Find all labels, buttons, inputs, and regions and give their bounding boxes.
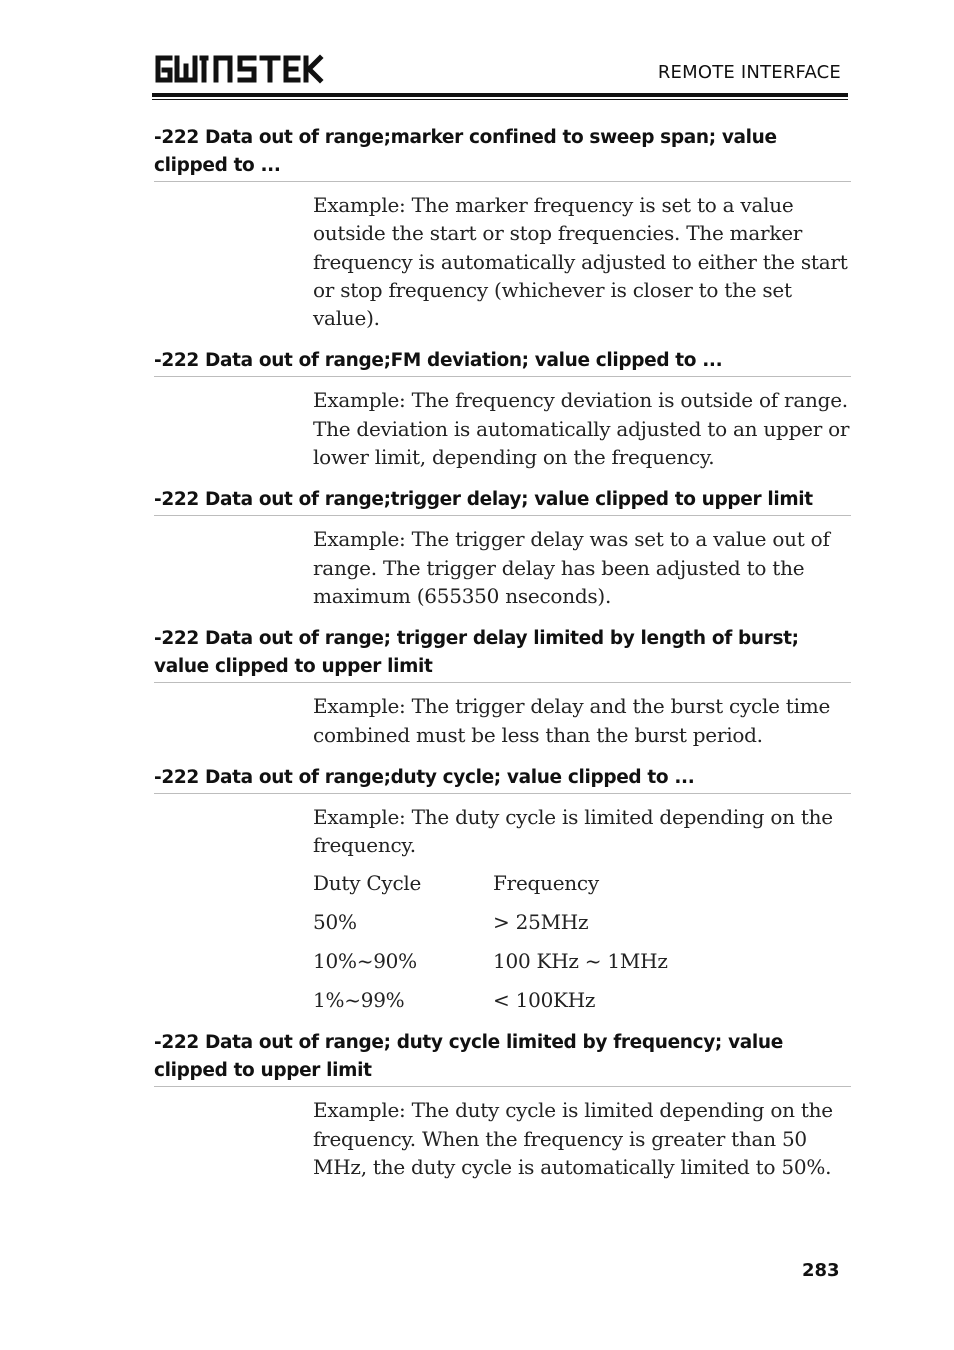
description-text: Example: The duty cycle is limited depending on the frequency. (313, 804, 833, 858)
error-description (313, 377, 851, 486)
error-description (313, 1087, 851, 1196)
duty-cycle-cell: 10%~90% (313, 949, 417, 974)
error-heading: -222 Data out of range;trigger delay; value clipped to upper limit (154, 486, 851, 516)
error-heading: -222 Data out of range;duty cycle; value clipped to ... (154, 764, 851, 794)
frequency-cell: 100 KHz ~ 1MHz (493, 949, 668, 974)
error-description (313, 182, 851, 347)
error-entry (154, 486, 851, 625)
description-text: Example: The frequency deviation is outside of range. The deviation is automatically adjusted to an upper or lower limit, depending on the frequency. (313, 388, 850, 470)
table-row (313, 947, 851, 986)
error-description (313, 683, 851, 764)
error-heading: -222 Data out of range; trigger delay limited by length of burst; value clipped to upper limit (154, 625, 851, 683)
column-header-duty-cycle: Duty Cycle (313, 871, 422, 896)
error-list (154, 124, 851, 1196)
duty-cycle-cell: 1%~99% (313, 988, 405, 1013)
error-description (313, 794, 851, 1030)
page-number: 283 (802, 1260, 840, 1281)
table-row (313, 908, 851, 947)
error-heading: -222 Data out of range;marker confined to sweep span; value clipped to ... (154, 124, 851, 182)
error-entry (154, 1029, 851, 1196)
gw-instek-logo (152, 52, 324, 86)
description-text: Example: The trigger delay was set to a value out of range. The trigger delay has been adjusted to the maximum (655350 nseconds). (313, 527, 830, 608)
header-rule-thin (152, 99, 848, 100)
description-text: Example: The trigger delay and the burst cycle time combined must be less than the burst period. (313, 694, 831, 747)
header-rule (152, 93, 848, 97)
table-row (313, 986, 851, 1025)
error-heading: -222 Data out of range; duty cycle limited by frequency; value clipped to upper limit (154, 1029, 851, 1087)
duty-cycle-cell: 50% (313, 910, 357, 935)
description-text: Example: The duty cycle is limited depending on the frequency. When the frequency is greater than 50 MHz, the duty cycle is automatically limited to 50%. (313, 1098, 833, 1180)
error-entry (154, 124, 851, 347)
description-text: Example: The marker frequency is set to a value outside the start or stop frequencies. The marker frequency is automatically adjusted to either the start or stop frequency (whichever is closer to the set value). (313, 193, 848, 331)
error-entry (154, 625, 851, 764)
error-entry (154, 764, 851, 1030)
column-header-frequency: Frequency (493, 871, 599, 896)
error-heading: -222 Data out of range;FM deviation; value clipped to ... (154, 347, 851, 377)
frequency-cell: < 100KHz (493, 988, 596, 1013)
error-description (313, 516, 851, 625)
error-entry (154, 347, 851, 486)
section-title: REMOTE INTERFACE (657, 62, 841, 83)
table-header-row (313, 869, 851, 908)
duty-cycle-table (313, 869, 851, 1025)
frequency-cell: > 25MHz (493, 910, 589, 935)
